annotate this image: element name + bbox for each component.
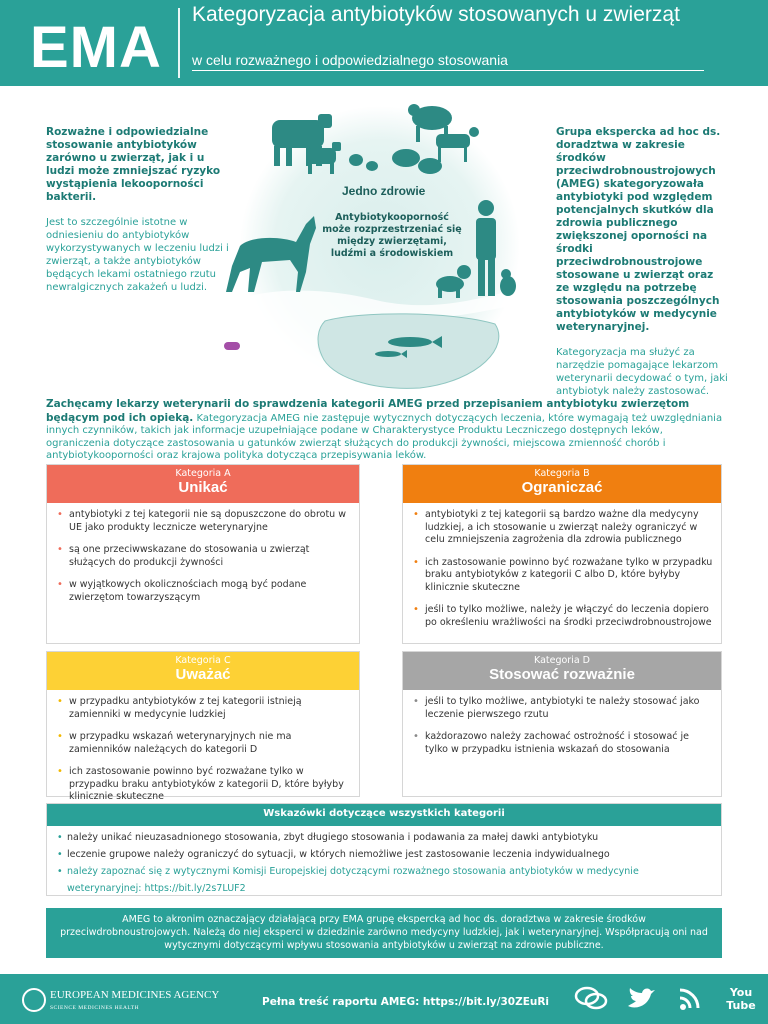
list-item: • każdorazowo należy zachować ostrożność i stosować je tylko w przypadku istnienia wskazań do stosowania: [413, 731, 690, 755]
bullet-icon: •: [57, 766, 63, 777]
list-item: • leczenie grupowe należy ograniczyć do sytuacji, w których niemożliwe jest zastosowanie leczenia indywidualnego: [57, 846, 713, 863]
twitter-icon[interactable]: [624, 984, 658, 1014]
list-item: • jeśli to tylko możliwe, antybiotyki te należy stosować jako leczenie pierwszego rzutu: [413, 696, 700, 720]
one-health-illustration: [210, 96, 540, 396]
page-subtitle: w celu rozważnego i odpowiedzialnego stosowania: [192, 52, 508, 68]
bullet-icon: •: [57, 696, 63, 707]
youtube-icon[interactable]: You Tube: [726, 986, 756, 1012]
list-item: • antybiotyki z tej kategorii są bardzo ważne dla medycyny ludzkiej, a ich stosowanie u zwierząt należy ograniczyć w celu zmniejszenia zagrożenia dla zdrowia publicznego: [413, 509, 699, 545]
encourage-rest: Kategoryzacja AMEG nie zastępuje wytycznych dotyczących leczenia, które wymagają też uwzględniania innych czynników, takich jak informacje uzupełniające podane w Charakterystyce Produktu Leczniczego dostępnych leków, ograniczenia dotyczące zastosowania u gatunków zwierząt służących do produkcji żywności, miejscowa zmienność chorób i antybiotykooporności oraz krajowa polityka dotycząca przepisywania leków.: [46, 412, 723, 461]
category-d-header: [403, 652, 721, 690]
bullet-icon: •: [413, 604, 419, 615]
category-a-label: Kategoria A: [175, 468, 231, 479]
vet-encouragement-text: [46, 398, 726, 463]
list-item: • w przypadku antybiotyków z tej kategorii istnieją zamienniki w medycynie ludzkiej: [57, 696, 302, 720]
bullet-icon: •: [57, 544, 63, 555]
bullet-icon: •: [57, 832, 63, 843]
bullet-icon: •: [413, 509, 419, 520]
list-item: • ich zastosowanie powinno być rozważane tylko w przypadku braku antybiotyków z kategorii D, które byłyby klinicznie skuteczne: [57, 766, 344, 802]
intro-right-teal: Kategoryzacja ma służyć za narzędzie pomagające lekarzom weterynarii decydować o tym, jaki antybiotyk należy zastosować.: [556, 347, 728, 397]
bullet-icon: •: [57, 849, 63, 860]
page-title: Kategoryzacja antybiotyków stosowanych u zwierząt: [192, 3, 680, 26]
category-b-header: [403, 465, 721, 503]
list-item: • antybiotyki z tej kategorii nie są dopuszczone do obrotu w UE jako produkty lecznicze weterynaryjne: [57, 509, 346, 533]
list-item: • należy unikać nieuzasadnionego stosowania, zbyt długiego stosowania i podawania za małej dawki antybiotyku: [57, 829, 713, 846]
bullet-icon: •: [57, 731, 63, 742]
bullet-icon: •: [57, 579, 63, 590]
bullet-icon: •: [413, 696, 419, 707]
category-c-header: [47, 652, 359, 690]
intro-left-teal: Jest to szczególnie istotne w odniesieniu do antybiotyków wykorzystywanych w leczeniu ludzi i zwierząt, a także antybiotyków będących lekami ostatniego rzutu newralgicznych zakażeń u ludzi.: [46, 217, 229, 293]
category-a-header: [47, 465, 359, 503]
list-item: • są one przeciwwskazane do stosowania u zwierząt służących do produkcji żywności: [57, 544, 310, 568]
list-item: • w wyjątkowych okolicznościach mogą być podane zwierzętom towarzyszącym: [57, 579, 307, 603]
category-b-box: [402, 464, 722, 644]
category-d-name: Stosować rozważnie: [489, 666, 635, 683]
bullet-icon: •: [413, 556, 419, 568]
list-item: • w przypadku wskazań weterynaryjnych nie ma zamienników należących do kategorii D: [57, 731, 292, 755]
header-banner: [0, 0, 768, 86]
ema-logo-text: EMA: [30, 15, 162, 80]
report-link[interactable]: Pełna treść raportu AMEG: https://bit.ly/30ZEuRi: [262, 996, 550, 1008]
one-health-label: Jedno zdrowie: [342, 184, 426, 198]
ameg-footnote: AMEG to akronim oznaczający działającą przy EMA grupę ekspercką ad hoc ds. doradztwa w zakresie środków przeciwdrobnoustrojowych. Należą do niej eksperci w dziedzinie zarówno medycyny ludzkiej, jak i weterynaryjnej. Współpracują oni nad wytycznymi dotyczącymi wpływu stosowania antybiotyków u zwierząt na zdrowie publiczne.: [46, 908, 722, 958]
agency-name: EUROPEAN MEDICINES AGENCY SCIENCE MEDICINES HEALTH: [50, 990, 219, 1014]
category-a-name: Unikać: [178, 479, 228, 496]
general-guidance-title: Wskazówki dotyczące wszystkich kategorii: [47, 804, 721, 826]
category-b-name: Ograniczać: [521, 479, 603, 496]
subtitle-underline: [192, 70, 704, 71]
intro-left-bold: Rozważne i odpowiedzialne stosowanie antybiotyków zarówno u zwierząt, jak i u ludzi może zmniejszać ryzyko wystąpienia lekooporności bakterii.: [46, 126, 221, 203]
rss-icon[interactable]: [674, 984, 708, 1014]
chat-icon[interactable]: [574, 984, 608, 1014]
bullet-icon: •: [57, 509, 63, 520]
category-b-label: Kategoria B: [534, 468, 590, 479]
category-a-box: [46, 464, 360, 644]
agency-tagline: SCIENCE MEDICINES HEALTH: [50, 1005, 140, 1011]
general-guidance-box: [46, 803, 722, 896]
category-c-name: Uważać: [175, 666, 231, 683]
category-d-label: Kategoria D: [534, 655, 590, 666]
category-d-box: [402, 651, 722, 797]
intro-left: [46, 126, 236, 294]
list-item: • ich zastosowanie powinno być rozważane tylko w przypadku braku antybiotyków z kategorii C albo D, które byłyby klinicznie skuteczne: [413, 556, 713, 593]
guidelines-link[interactable]: należy zapoznać się z wytycznymi Komisji Europejskiej dotyczącymi rozważnego stosowania antybiotyków w medycynie weterynaryjnej: https://bit.ly/2s7LUF2: [67, 866, 639, 894]
ema-logo-icon: [22, 988, 46, 1012]
bacteria-icon: [210, 325, 240, 351]
resistance-spread-text: Antybiotykooporność może rozprzestrzeniać się między zwierzętami, ludźmi a środowiskiem: [322, 212, 462, 259]
encourage-bold: Zachęcamy lekarzy weterynarii do sprawdzenia kategorii AMEG przed przepisaniem antybiotyku zwierzętom będącym pod ich opieką.: [46, 398, 690, 424]
intro-right-bold: Grupa ekspercka ad hoc ds. doradztwa w zakresie środków przeciwdrobnoustrojowych (AMEG) skategoryzowała antybiotyki pod względem potencjalnych skutków dla zdrowia publicznego zwiększonej oporności na środki przeciwdrobnoustrojowe stosowane u zwierząt oraz ze względu na potrzebę stosowania poszczególnych antybiotyków w medycynie weterynaryjnej.: [556, 126, 721, 333]
category-c-box: [46, 651, 360, 802]
header-divider: [178, 8, 180, 78]
list-item: [57, 863, 713, 897]
category-c-label: Kategoria C: [175, 655, 231, 666]
bullet-icon: •: [57, 866, 63, 877]
list-item: • jeśli to tylko możliwe, należy je włączyć do leczenia dopiero po określeniu wrażliwości na środki przeciwdrobnoustrojowe: [413, 604, 712, 628]
intro-right: [556, 126, 728, 398]
footer: [0, 974, 768, 1024]
social-icons: [574, 984, 758, 1014]
bullet-icon: •: [413, 731, 419, 742]
